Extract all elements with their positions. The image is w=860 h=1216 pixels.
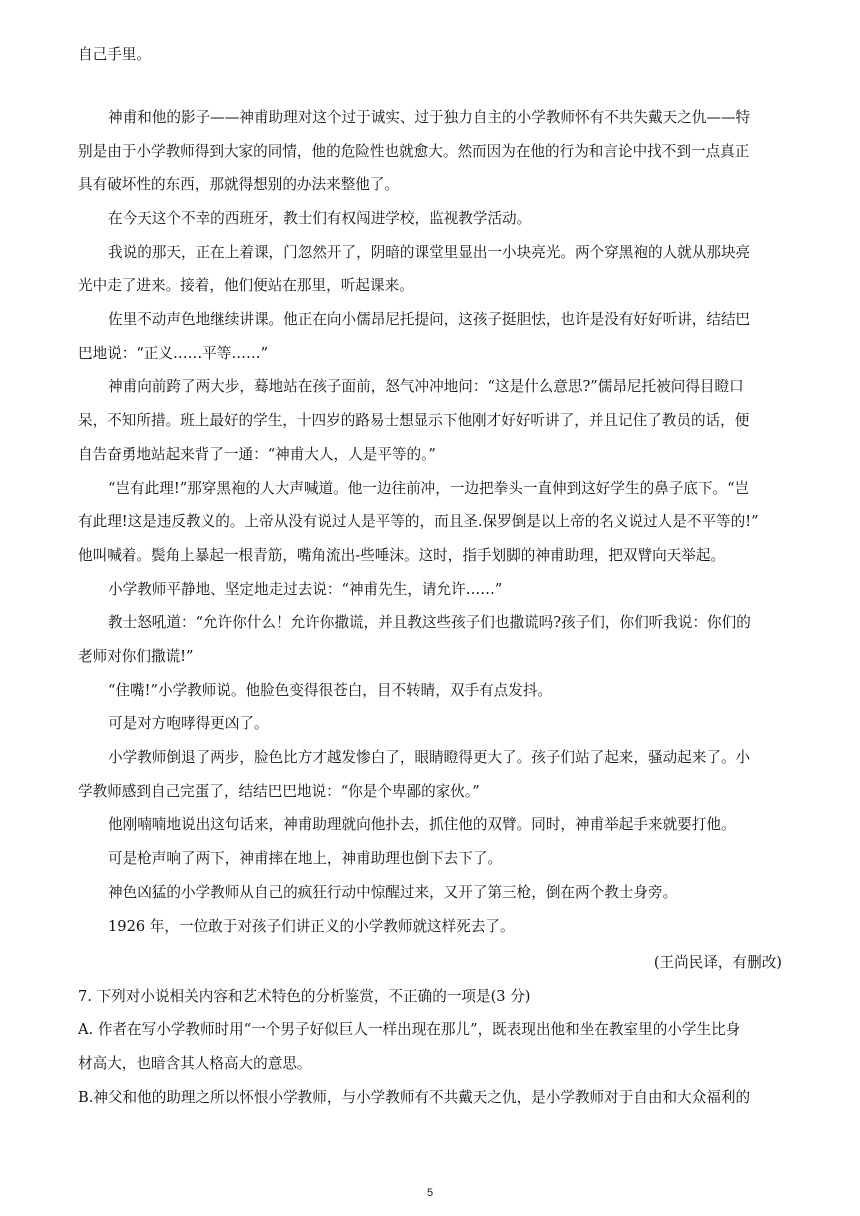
- text-line: 呆，不知所措。班上最好的学生，十四岁的路易士想显示下他刚才好好听讲了，并且记住了教员的话，便: [78, 412, 750, 429]
- text-line: 神甫向前跨了两大步，蓦地站在孩子面前，怒气冲冲地问：“这是什么意思?”儒昂尼托被问得目瞪口: [108, 378, 744, 395]
- text-line: 巴地说：“正义……平等……”: [78, 345, 269, 362]
- question-option-a: A. 作者在写小学教师时用“一个男子好似巨人一样出现在那儿”，既表现出他和坐在教室里的小学生比身: [78, 1021, 741, 1038]
- text-line: 佐里不动声色地继续讲课。他正在向小儒昂尼托提问，这孩子挺胆怯，也许是没有好好听讲，结结巴: [108, 311, 751, 328]
- page-number: 5: [426, 1187, 434, 1199]
- text-line: 别是由于小学教师得到大家的同情，他的危险性也就愈大。然而因为在他的行为和言论中找不到一点真正: [78, 143, 750, 160]
- text-line: 可是枪声响了两下，神甫摔在地上，神甫助理也倒下去下了。: [108, 850, 503, 867]
- text-line: “岂有此理!”那穿黑袍的人大声喊道。他一边往前冲，一边把拳头一直伸到这好学生的鼻子底下。“岂: [108, 480, 750, 497]
- text-line: 具有破坏性的东西，那就得想别的办法来整他了。: [78, 176, 400, 193]
- text-line: 他刚喃喃地说出这句话来，神甫助理就向他扑去，抓住他的双臂。同时，神甫举起手来就要打他。: [108, 816, 736, 833]
- question-option-a-continued: 材高大，也暗含其人格高大的意思。: [78, 1055, 312, 1072]
- text-line: “住嘴!”小学教师说。他脸色变得很苍白，目不转睛，双手有点发抖。: [108, 682, 553, 699]
- text-line: 光中走了进来。接着，他们便站在那里，听起课来。: [78, 277, 414, 294]
- text-line: 神色凶猛的小学教师从自己的疯狂行动中惊醒过来，又开了第三枪，倒在两个教士身旁。: [108, 884, 678, 901]
- source-attribution: (王尚民译，有删改): [653, 954, 782, 971]
- text-line: 1926 年，一位敢于对孩子们讲正义的小学教师就这样死去了。: [108, 918, 515, 935]
- text-line: 小学教师倒退了两步，脸色比方才越发惨白了，眼睛瞪得更大了。孩子们站了起来，骚动起来了。小: [108, 749, 751, 766]
- text-line: 教士怒吼道：“允许你什么！允许你撒谎，并且教这些孩子们也撒谎吗?孩子们，你们听我说：你们的: [108, 614, 751, 631]
- text-line: 我说的那天，正在上着课，门忽然开了，阴暗的课堂里显出一小块亮光。两个穿黑袍的人就从那块亮: [108, 244, 751, 261]
- text-line: 有此理!这是违反教义的。上帝从没有说过人是平等的，而且圣.保罗倒是以上帝的名义说过人是不平等的!”: [78, 513, 759, 530]
- text-line: 小学教师平静地、坚定地走过去说：“神甫先生，请允许……”: [108, 581, 503, 598]
- text-line: 自告奋勇地站起来背了一通：“神甫大人，人是平等的。”: [78, 446, 436, 463]
- text-line: 在今天这个不幸的西班牙，教士们有权闯进学校，监视教学活动。: [108, 210, 532, 227]
- text-line: 他叫喊着。鬓角上暴起一根青筋，嘴角流出-些唾沫。这时，指手划脚的神甫助理，把双臂向天举起。: [78, 547, 726, 564]
- text-line: 神甫和他的影子——神甫助理对这个过于诚实、过于独力自主的小学教师怀有不共失戴天之仇——特: [108, 109, 751, 126]
- text-line: 自己手里。: [78, 46, 151, 63]
- question-title: 7. 下列对小说相关内容和艺术特色的分析鉴赏，不正确的一项是(3 分): [78, 988, 531, 1005]
- text-line: 可是对方咆哮得更凶了。: [108, 715, 269, 732]
- text-line: 老师对你们撒谎!”: [78, 648, 194, 665]
- text-line: 学教师感到自己完蛋了，结结巴巴地说：“你是个卑鄙的家伙。”: [78, 783, 480, 800]
- question-option-b: B.神父和他的助理之所以怀恨小学教师，与小学教师有不共戴天之仇，是小学教师对于自由和大众福利的: [78, 1089, 751, 1106]
